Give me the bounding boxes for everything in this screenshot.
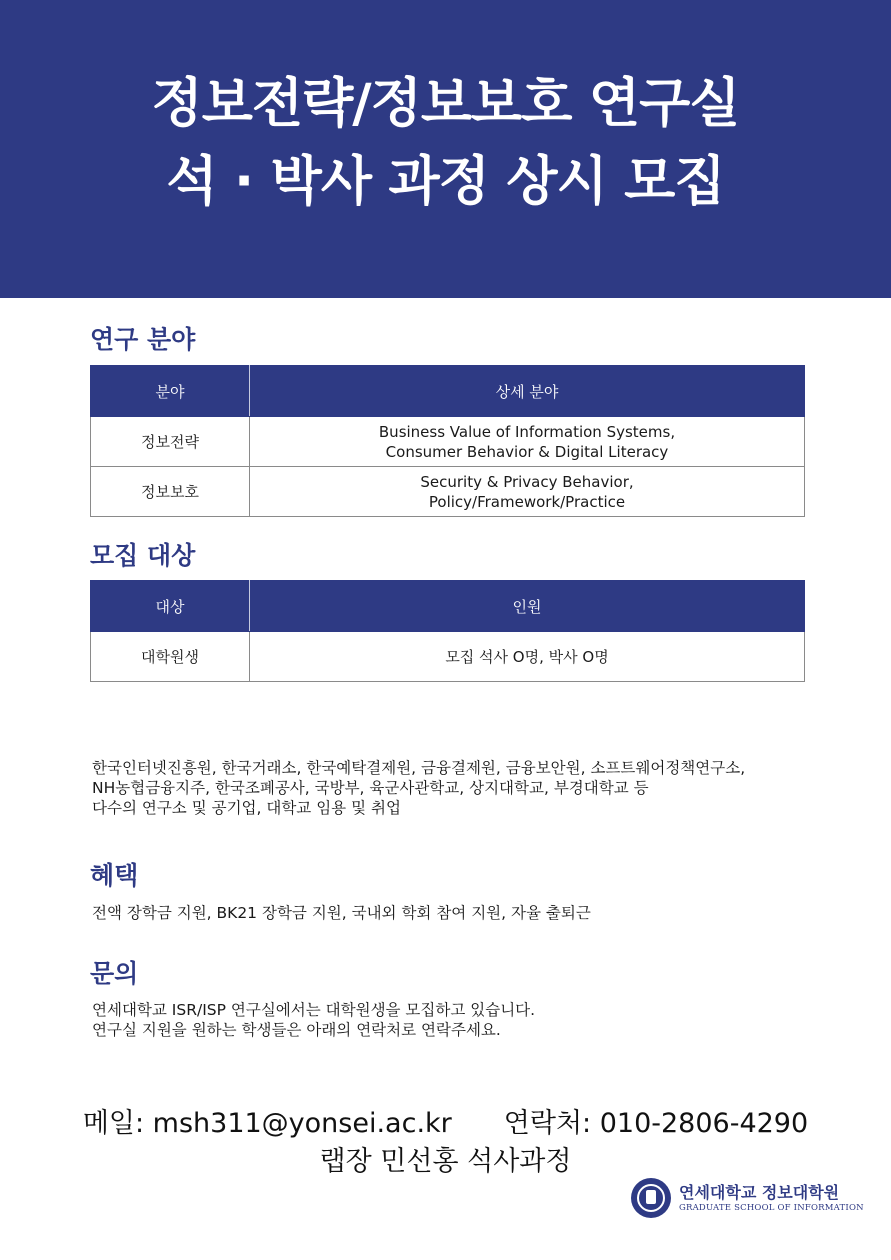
logo-korean-text: 연세대학교 정보대학원 (679, 1183, 840, 1202)
inquiry-paragraph (92, 1000, 535, 1040)
detail-line: Consumer Behavior & Digital Literacy (385, 442, 669, 461)
contact-name: 랩장 민선홍 석사과정 (319, 1146, 572, 1177)
logo-english-text: GRADUATE SCHOOL OF INFORMATION (679, 1203, 864, 1213)
inquiry-section-title: 문의 (90, 959, 139, 988)
career-line: 한국인터넷진흥원, 한국거래소, 한국예탁결제원, 금융결제원, 금융보안원, 소프트웨어정책연구소, (92, 759, 746, 777)
column-header-count: 인원 (250, 581, 805, 632)
column-header-target: 대상 (91, 581, 250, 632)
benefits-section-title: 혜택 (90, 861, 139, 890)
career-line: NH농협금융지주, 한국조폐공사, 국방부, 육군사관학교, 상지대학교, 부경대학교 등 (92, 779, 649, 797)
university-seal-icon (631, 1178, 671, 1218)
column-header-field: 분야 (91, 366, 250, 417)
research-section-title: 연구 분야 (90, 325, 196, 354)
detail-line: Policy/Framework/Practice (428, 492, 626, 511)
field-cell: 정보보호 (91, 467, 250, 517)
email-text: 메일: msh311@yonsei.ac.kr (82, 1108, 452, 1139)
benefits-text: 전액 장학금 지원, BK21 장학금 지원, 국내외 학회 참여 지원, 자율 출퇴근 (92, 904, 591, 922)
recruit-table (90, 580, 805, 682)
detail-line: Business Value of Information Systems, (378, 422, 676, 441)
table-header-row (91, 581, 805, 632)
phone-text: 연락처: 010-2806-4290 (503, 1108, 809, 1139)
column-header-detail: 상세 분야 (250, 366, 805, 417)
table-row (91, 417, 805, 467)
page-title-line-1: 정보전략/정보보호 연구실 (151, 73, 740, 134)
university-logo (631, 1178, 864, 1222)
detail-cell (250, 467, 805, 517)
recruit-section-title: 모집 대상 (90, 541, 196, 570)
table-row (91, 467, 805, 517)
field-cell: 정보전략 (91, 417, 250, 467)
detail-cell (250, 417, 805, 467)
research-table (90, 365, 805, 517)
career-line: 다수의 연구소 및 공기업, 대학교 임용 및 취업 (92, 799, 401, 817)
count-cell: 모집 석사 O명, 박사 O명 (250, 632, 805, 682)
contact-line (0, 1107, 891, 1141)
target-cell: 대학원생 (91, 632, 250, 682)
table-row (91, 632, 805, 682)
header-banner (0, 0, 891, 298)
inquiry-line: 연구실 지원을 원하는 학생들은 아래의 연락처로 연락주세요. (92, 1021, 501, 1039)
page-title-line-2: 석 · 박사 과정 상시 모집 (166, 151, 725, 212)
inquiry-line: 연세대학교 ISR/ISP 연구실에서는 대학원생을 모집하고 있습니다. (92, 1001, 536, 1019)
detail-line: Security & Privacy Behavior, (420, 472, 634, 491)
career-paragraph (92, 758, 745, 818)
table-header-row (91, 366, 805, 417)
